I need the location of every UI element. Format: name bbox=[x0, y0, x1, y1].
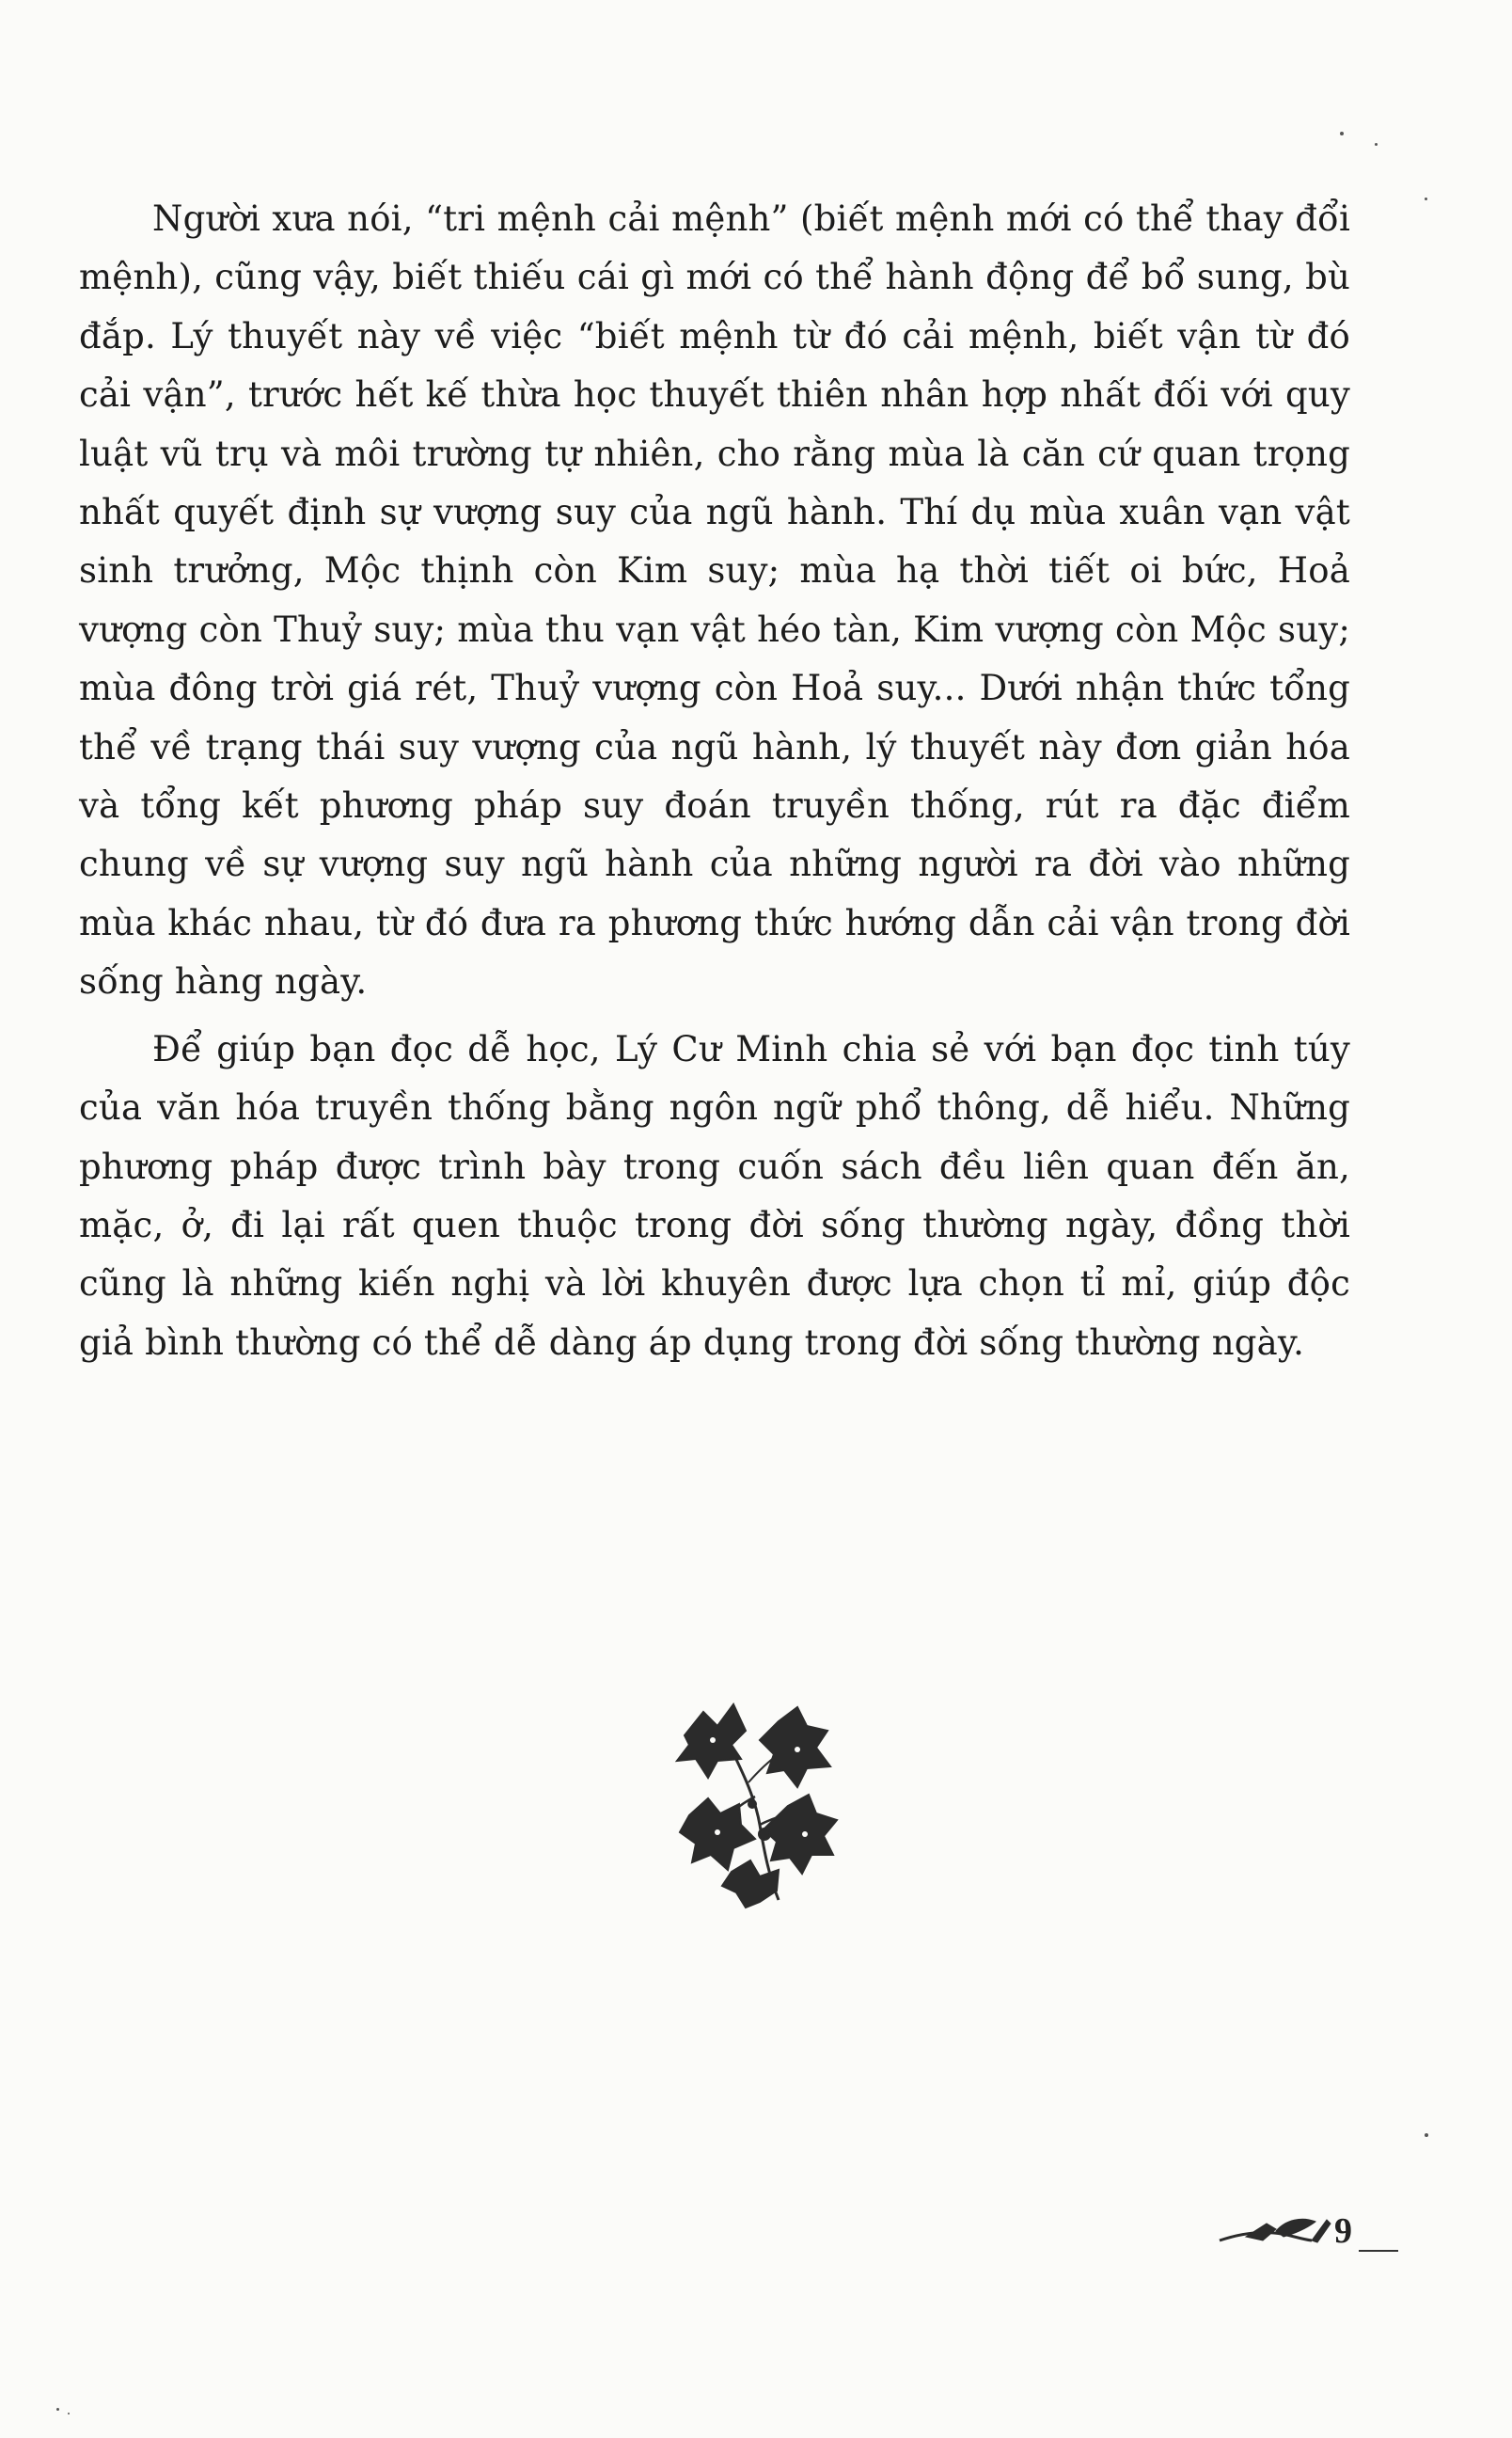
pen-flourish-icon bbox=[1218, 2212, 1340, 2250]
scan-speck bbox=[1425, 2133, 1428, 2137]
page-number: 9 bbox=[1334, 2211, 1352, 2251]
page-footer bbox=[1218, 2208, 1396, 2254]
scan-speck bbox=[1425, 198, 1427, 200]
floral-vine-ornament-icon bbox=[666, 1693, 844, 1909]
body-text bbox=[79, 190, 1350, 1372]
paragraph-2: Để giúp bạn đọc dễ học, Lý Cư Minh chia sẻ với bạn đọc tinh túy của văn hóa truyền thống bằng ngôn ngữ phổ thông, dễ hiểu. Những phương pháp được trình bày trong cuốn sách đều liên quan đến ăn, mặc, ở, đi lại rất quen thuộc trong đời sống thường ngày, đồng thời cũng là những kiến nghị và lời khuyên được lựa chọn tỉ mỉ, giúp độc giả bình thường có thể dễ dàng áp dụng trong đời sống thường ngày. bbox=[79, 1028, 1350, 1363]
scan-speck bbox=[1375, 143, 1378, 146]
scan-speck bbox=[56, 2408, 59, 2411]
page-number-underline bbox=[1359, 2250, 1398, 2252]
scan-speck bbox=[68, 2413, 70, 2414]
paragraph-1: Người xưa nói, “tri mệnh cải mệnh” (biết mệnh mới có thể thay đổi mệnh), cũng vậy, biết thiếu cái gì mới có thể hành động để bổ sung, bù đắp. Lý thuyết này về việc “biết mệnh từ đó cải mệnh, biết vận từ đó cải vận”, trước hết kế thừa học thuyết thiên nhân hợp nhất đối với quy luật vũ trụ và môi trường tự nhiên, cho rằng mùa là căn cứ quan trọng nhất quyết định sự vượng suy của ngũ hành. Thí dụ mùa xuân vạn vật sinh trưởng, Mộc thịnh còn Kim suy; mùa hạ thời tiết oi bức, Hoả vượng còn Thuỷ suy; mùa thu vạn vật héo tàn, Kim vượng còn Mộc suy; mùa đông trời giá rét, Thuỷ vượng còn Hoả suy... Dưới nhận thức tổng thể về trạng thái suy vượng của ngũ hành, lý thuyết này đơn giản hóa và tổng kết phương pháp suy đoán truyền thống, rút ra đặc điểm chung về sự vượng suy ngũ hành của những người ra đời vào những mùa khác nhau, từ đó đưa ra phương thức hướng dẫn cải vận trong đời sống hàng ngày. bbox=[79, 198, 1350, 1003]
scan-speck bbox=[1340, 132, 1344, 135]
